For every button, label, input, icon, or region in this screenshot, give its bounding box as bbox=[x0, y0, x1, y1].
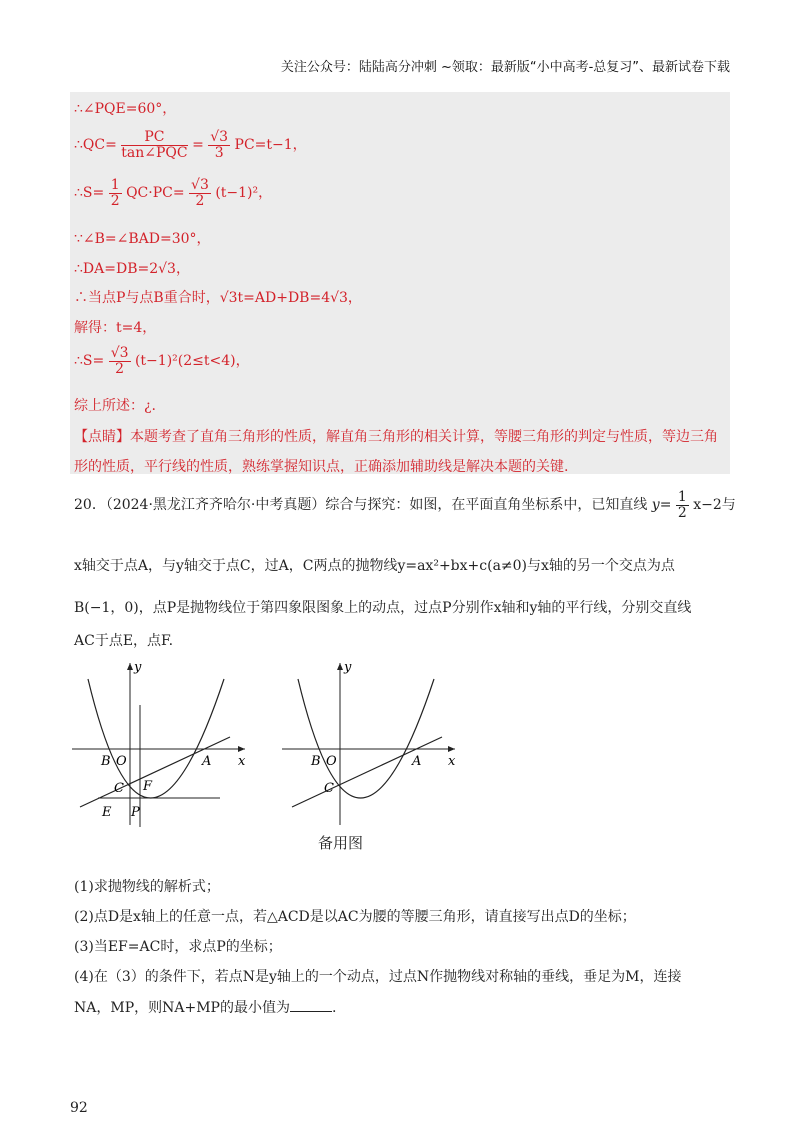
fraction-numerator: 1 bbox=[110, 177, 120, 193]
fraction-numerator: √3 bbox=[210, 129, 229, 145]
label-f: F bbox=[143, 779, 153, 794]
label-a: A bbox=[202, 754, 212, 769]
x-axis-arrow-icon bbox=[238, 746, 245, 752]
key-point-note: 【点睛】本题考查了直角三角形的性质，解直角三角形的相关计算，等腰三角形的判定与性质，等边三角形的性质，平行线的性质，熟练掌握知识点，正确添加辅助线是解决本题的关键. bbox=[74, 429, 718, 475]
label-o: O bbox=[326, 754, 337, 769]
line-equation-rest: x−2与 bbox=[693, 497, 736, 514]
fraction-numerator: √3 bbox=[110, 345, 129, 361]
solution-line-1: ∴∠PQE=60°， bbox=[74, 101, 177, 117]
fraction-sqrt3-over-2 bbox=[109, 346, 131, 376]
figure-caption: 备用图 bbox=[318, 834, 364, 852]
figure-main bbox=[70, 655, 260, 830]
y-axis-arrow-icon bbox=[127, 663, 133, 670]
solution-line-5: ∴DA=DB=2√3， bbox=[74, 261, 190, 277]
qc-suffix: PC=t−1， bbox=[234, 137, 307, 154]
problem-line-1 bbox=[74, 490, 736, 520]
page-header: 关注公众号：陆陆高分冲刺 ~领取：最新版“小中高考-总复习”、最新试卷下载 bbox=[280, 60, 730, 75]
question-4-text: NA，MP，则NA+MP的最小值为 bbox=[74, 1000, 290, 1016]
equals-sign: = bbox=[192, 137, 204, 154]
qc-prefix: ∴QC= bbox=[74, 137, 117, 154]
line-ac bbox=[80, 737, 230, 807]
question-4-end: . bbox=[331, 1000, 337, 1016]
fraction-denominator: 2 bbox=[115, 360, 125, 377]
label-p: P bbox=[131, 805, 140, 820]
fraction-one-half bbox=[676, 490, 689, 520]
figure-backup bbox=[280, 655, 470, 830]
solution-line-4: ∵∠B=∠BAD=30°， bbox=[74, 231, 211, 247]
problem-line-3: B(−1，0)，点P是抛物线位于第四象限图象上的动点，过点P分别作x轴和y轴的平行线，分别交直线 bbox=[74, 600, 692, 616]
solution-line-7: 解得：t=4， bbox=[74, 320, 157, 336]
question-2: (2)点D是x轴上的任意一点，若△ACD是以AC为腰的等腰三角形，请直接写出点D的坐标； bbox=[74, 909, 636, 925]
fraction-denominator: 3 bbox=[214, 144, 224, 161]
label-a: A bbox=[412, 754, 422, 769]
s-prefix: ∴S= bbox=[74, 185, 105, 202]
label-y: y bbox=[344, 660, 352, 675]
answer-blank bbox=[290, 1011, 332, 1012]
page-number: 92 bbox=[70, 1100, 88, 1116]
fraction-numerator: √3 bbox=[191, 177, 209, 193]
y-axis-arrow-icon bbox=[337, 663, 343, 670]
fraction-denominator: 2 bbox=[195, 192, 205, 209]
solution-line-8 bbox=[74, 346, 250, 376]
s-suffix: (t−1)²， bbox=[215, 185, 273, 202]
fraction-numerator: 1 bbox=[677, 489, 687, 505]
label-x: x bbox=[238, 754, 246, 769]
solution-line-9: 综上所述：¿. bbox=[74, 398, 156, 414]
label-c: C bbox=[114, 781, 124, 796]
label-y: y bbox=[134, 660, 142, 675]
parabola-curve bbox=[298, 679, 434, 798]
solution-line-6: ∴当点P与点B重合时，√3t=AD+DB=4√3， bbox=[74, 290, 362, 306]
s-middle: QC·PC= bbox=[126, 185, 185, 202]
problem-line-2: x轴交于点A，与y轴交于点C，过A，C两点的抛物线y=ax²+bx+c(a≠0)与x轴的另一个交点为点 bbox=[74, 558, 675, 574]
fraction-denominator: 2 bbox=[677, 504, 687, 521]
fraction-sqrt3-over-2 bbox=[189, 178, 211, 208]
s-prefix: ∴S= bbox=[74, 353, 105, 370]
fraction-pc-tan bbox=[121, 130, 187, 160]
question-3: (3)当EF=AC时，求点P的坐标； bbox=[74, 939, 282, 955]
parabola-curve bbox=[88, 679, 224, 798]
label-x: x bbox=[448, 754, 456, 769]
question-4-line-2 bbox=[74, 997, 336, 1017]
solution-line-3 bbox=[74, 178, 272, 208]
label-o: O bbox=[116, 754, 127, 769]
line-equation-y: y= bbox=[651, 497, 672, 514]
question-4-line-1: (4)在（3）的条件下，若点N是y轴上的一个动点，过点N作抛物线对称轴的垂线，垂足为M，连接 bbox=[74, 969, 682, 985]
s-suffix: (t−1)²(2≤t<4)， bbox=[134, 353, 250, 370]
label-b: B bbox=[311, 754, 321, 769]
label-e: E bbox=[102, 805, 112, 820]
problem-line-4: AC于点E，点F. bbox=[74, 633, 174, 649]
label-c: C bbox=[324, 781, 334, 796]
fraction-numerator: PC bbox=[121, 130, 187, 146]
solution-line-2 bbox=[74, 130, 307, 160]
question-1: (1)求抛物线的解析式； bbox=[74, 879, 220, 895]
fraction-denominator: tan∠PQC bbox=[121, 144, 188, 161]
problem-intro: 20．（2024·黑龙江齐齐哈尔·中考真题）综合与探究：如图，在平面直角坐标系中，已知直线 bbox=[74, 497, 648, 514]
x-axis-arrow-icon bbox=[448, 746, 455, 752]
label-b: B bbox=[101, 754, 111, 769]
fraction-sqrt3-over-3 bbox=[208, 130, 230, 160]
fraction-one-half bbox=[109, 178, 122, 208]
fraction-denominator: 2 bbox=[110, 192, 120, 209]
